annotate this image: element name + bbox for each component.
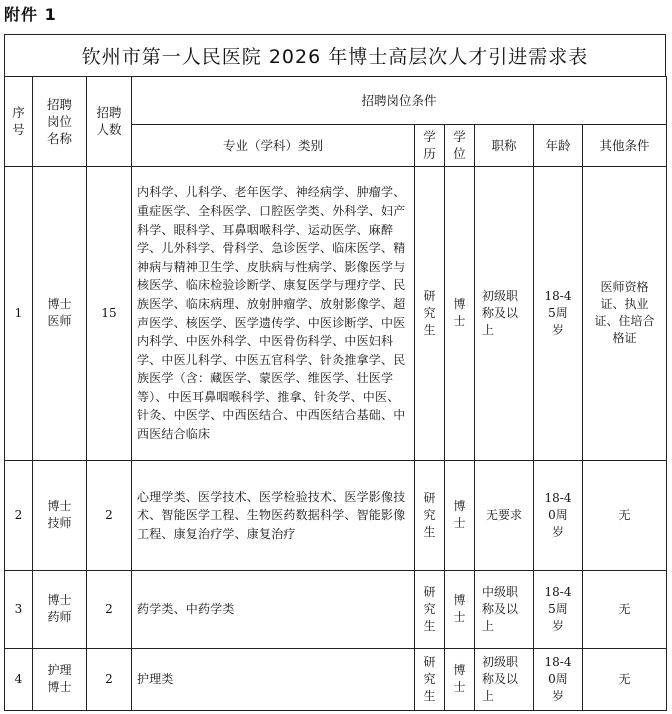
page-title: 钦州市第一人民医院 2026 年博士高层次人才引进需求表	[4, 34, 666, 76]
cell-title-rank: 中级职称及以上	[475, 571, 534, 649]
attachment-label: 附件 1	[4, 5, 57, 24]
header-position: 招聘岗位名称	[33, 77, 87, 167]
cell-major: 内科学、儿科学、老年医学、神经病学、肿瘤学、重症医学、全科医学、口腔医学类、外科学、妇产科学、眼科学、耳鼻咽喉科学、运动医学、麻醉学、儿外科学、骨科学、急诊医学、临床医学、精神病与精神卫生学、皮肤病与性病学、影像医学与核医学、临床检验诊断学、康复医学与理疗学、民族医学、临床病理、放射肿瘤学、放射影像学、超声医学、核医学、医学遗传学、中医诊断学、中医内科学、中医外科学、中医骨伤科学、中医妇科学、中医儿科学、中医五官科学、针灸推拿学、民族医学（含：藏医学、蒙医学、维医学、壮医学等）、中医耳鼻咽喉科学、推拿、针灸学、中医、针灸、中医学、中西医结合、中西医结合基础、中西医结合临床	[132, 167, 415, 461]
cell-age: 18-45周岁	[534, 571, 583, 649]
cell-age: 18-40周岁	[534, 649, 583, 711]
table-row	[5, 461, 667, 571]
header-title-rank: 职称	[475, 125, 534, 167]
cell-title-rank: 初级职称及以上	[475, 649, 534, 711]
cell-seq: 1	[5, 167, 33, 461]
cell-seq: 4	[5, 649, 33, 711]
cell-major: 药学类、中药学类	[132, 571, 415, 649]
header-conditions: 招聘岗位条件	[132, 77, 667, 125]
cell-position: 护理博士	[33, 649, 87, 711]
cell-position: 博士药师	[33, 571, 87, 649]
cell-education: 研究生	[415, 461, 445, 571]
cell-degree: 博士	[445, 571, 475, 649]
table-row	[5, 167, 667, 461]
cell-major: 心理学类、医学技术、医学检验技术、医学影像技术、智能医学工程、生物医药数据科学、智能影像工程、康复治疗学、康复治疗	[132, 461, 415, 571]
cell-count: 15	[87, 167, 132, 461]
cell-title-rank: 初级职称及以上	[475, 167, 534, 461]
table-row	[5, 649, 667, 711]
cell-count: 2	[87, 649, 132, 711]
header-education: 学历	[415, 125, 445, 167]
cell-degree: 博士	[445, 167, 475, 461]
cell-age: 18-40周岁	[534, 461, 583, 571]
cell-count: 2	[87, 571, 132, 649]
cell-seq: 2	[5, 461, 33, 571]
cell-position: 博士医师	[33, 167, 87, 461]
cell-education: 研究生	[415, 167, 445, 461]
header-count: 招聘人数	[87, 77, 132, 167]
cell-other: 无	[583, 571, 667, 649]
table-row	[5, 571, 667, 649]
header-major: 专业（学科）类别	[132, 125, 415, 167]
cell-other: 无	[583, 461, 667, 571]
header-degree: 学位	[445, 125, 475, 167]
cell-other: 医师资格证、执业证、住培合格证	[583, 167, 667, 461]
cell-degree: 博士	[445, 461, 475, 571]
header-seq: 序号	[5, 77, 33, 167]
recruitment-table	[4, 76, 667, 711]
cell-age: 18-45周岁	[534, 167, 583, 461]
cell-major: 护理类	[132, 649, 415, 711]
cell-education: 研究生	[415, 649, 445, 711]
cell-seq: 3	[5, 571, 33, 649]
header-other: 其他条件	[583, 125, 667, 167]
cell-title-rank: 无要求	[475, 461, 534, 571]
cell-other: 无	[583, 649, 667, 711]
cell-education: 研究生	[415, 571, 445, 649]
cell-degree: 博士	[445, 649, 475, 711]
header-age: 年龄	[534, 125, 583, 167]
cell-position: 博士技师	[33, 461, 87, 571]
cell-count: 2	[87, 461, 132, 571]
